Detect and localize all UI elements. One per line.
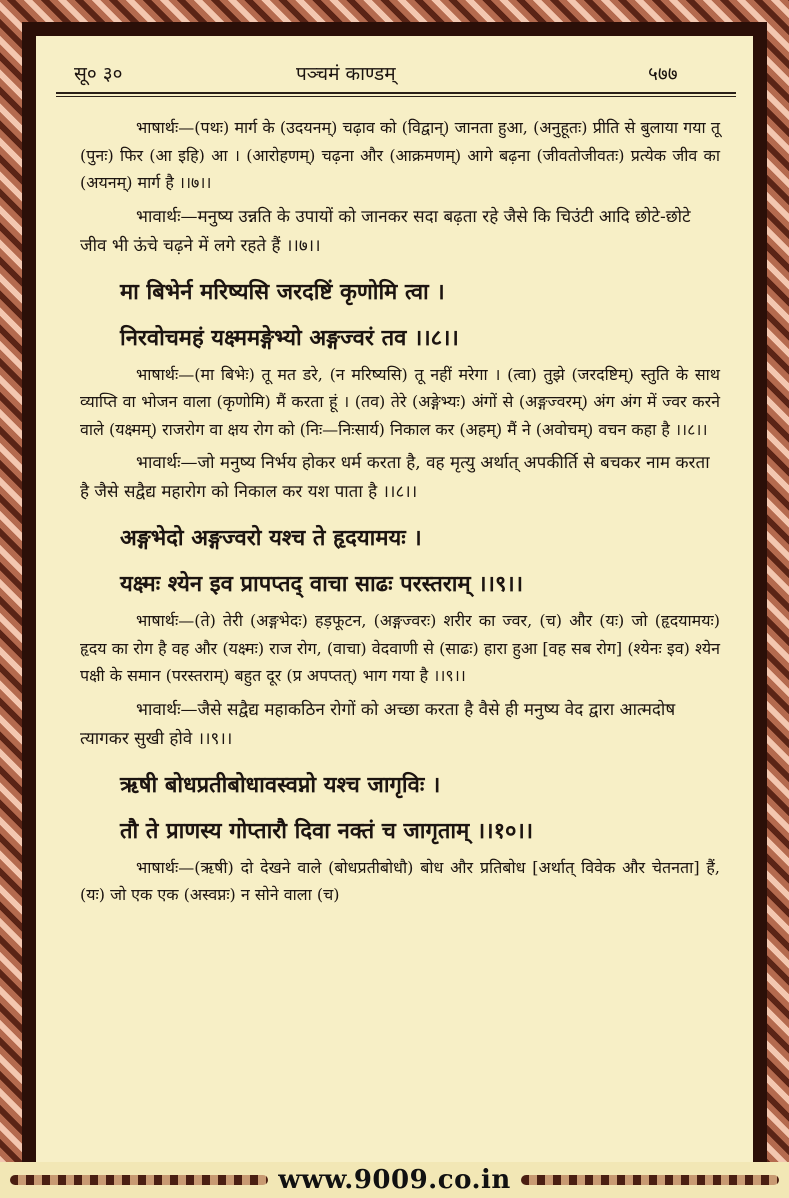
bhasharth-paragraph: भाषार्थः—(पथः) मार्ग के (उदयनम्) चढ़ाव को (विद्वान्) जानता हुआ, (अनुहूतः) प्रीति से बुलाया गया तू (पुनः) फिर (आ इहि) आ । (आरोहणम्) चढ़ना और (आक्रमणम्) आगे बढ़ना (जीवतोजीवतः) प्रत्येक जीव का (अयनम्) मार्ग है ।।७।। bbox=[80, 118, 720, 192]
footer-ornament-left bbox=[10, 1175, 268, 1185]
bhasharth-paragraph: भाषार्थः—(मा बिभेः) तू मत डरे, (न मरिष्यसि) तू नहीं मरेगा । (त्वा) तुझे (जरदष्टिम्) स्तुति के साथ व्याप्ति वा भोजन वाला (कृणोमि) मैं करता हूं । (तव) तेरे (अङ्गेभ्यः) अंगों से (अङ्गज्वरम्) अंग अंग में ज्वर करने वाले (यक्ष्मम्) राजरोग वा क्षय रोग को (निः—निःसार्य) निकाल कर (अहम्) मैं ने (अवोचम्) वचन कहा है ।।८।। bbox=[80, 364, 720, 439]
mantra-line: निरवोचमहं यक्ष्ममङ्गेभ्यो अङ्गज्वरं तव ।।८।। bbox=[120, 324, 459, 351]
page-number: ५७७ bbox=[648, 63, 678, 85]
website-url[interactable]: www.9009.co.in bbox=[278, 1165, 511, 1195]
mantra-line: अङ्गभेदो अङ्गज्वरो यश्च ते हृदयामयः । bbox=[120, 525, 422, 551]
footer-ornament-right bbox=[521, 1175, 779, 1185]
header-rule-thin bbox=[56, 96, 736, 97]
bhasharth-paragraph: भाषार्थः—(ते) तेरी (अङ्गभेदः) हड़फूटन, (अङ्गज्वरः) शरीर का ज्वर, (च) और (यः) जो (हृदयामयः) हृदय का रोग है वह और (यक्ष्मः) राज रोग, (वाचा) वेदवाणी से (साढः) हारा हुआ [वह सब रोग] (श्येनः इव) श्येन पक्षी के समान (परस्तराम्) बहुत दूर (प्र अपप्तत्) भाग गया है ।।९।। bbox=[80, 611, 720, 685]
mantra-line: ऋषी बोधप्रतीबोधावस्वप्नो यश्च जागृविः । bbox=[120, 771, 441, 798]
mantra-line: तौ ते प्राणस्य गोप्तारौ दिवा नक्तं च जागृताम् ।।१०।। bbox=[120, 817, 534, 844]
sutra-number: सू० ३० bbox=[74, 63, 123, 85]
page bbox=[36, 36, 753, 1162]
bhavarth-paragraph: भावार्थः—जैसे सद्वैद्य महाकठिन रोगों को अच्छा करता है वैसे ही मनुष्य वेद द्वारा आत्मदोष त्यागकर सुखी होवे ।।९।। bbox=[80, 699, 676, 749]
book-title: पञ्चमं काण्डम् bbox=[296, 63, 396, 85]
page-content bbox=[80, 114, 720, 915]
mantra-line: यक्ष्मः श्येन इव प्रापप्तद् वाचा साढः परस्तराम् ।।९।। bbox=[120, 571, 524, 597]
bhasharth-paragraph: भाषार्थः—(ऋषी) दो देखने वाले (बोधप्रतीबोधौ) बोध और प्रतिबोध [अर्थात् विवेक और चेतनता] हैं, (यः) जो एक एक (अस्वप्नः) न सोने वाला (च) bbox=[80, 857, 720, 904]
mantra-line: मा बिभेर्न मरिष्यसि जरदष्टिं कृणोमि त्वा । bbox=[120, 278, 445, 305]
footer-bar bbox=[0, 1162, 789, 1198]
header-rule bbox=[56, 92, 736, 94]
bhavarth-paragraph: भावार्थः—मनुष्य उन्नति के उपायों को जानकर सदा बढ़ता रहे जैसे कि चिउंटी आदि छोटे-छोटे जीव भी ऊंचे चढ़ने में लगे रहते हैं ।।७।। bbox=[80, 206, 691, 256]
bhavarth-paragraph: भावार्थः—जो मनुष्य निर्भय होकर धर्म करता है, वह मृत्यु अर्थात् अपकीर्ति से बचकर नाम करता है जैसे सद्वैद्य महारोग को निकाल कर यश पाता है ।।८।। bbox=[80, 453, 710, 502]
page-header bbox=[36, 60, 753, 94]
